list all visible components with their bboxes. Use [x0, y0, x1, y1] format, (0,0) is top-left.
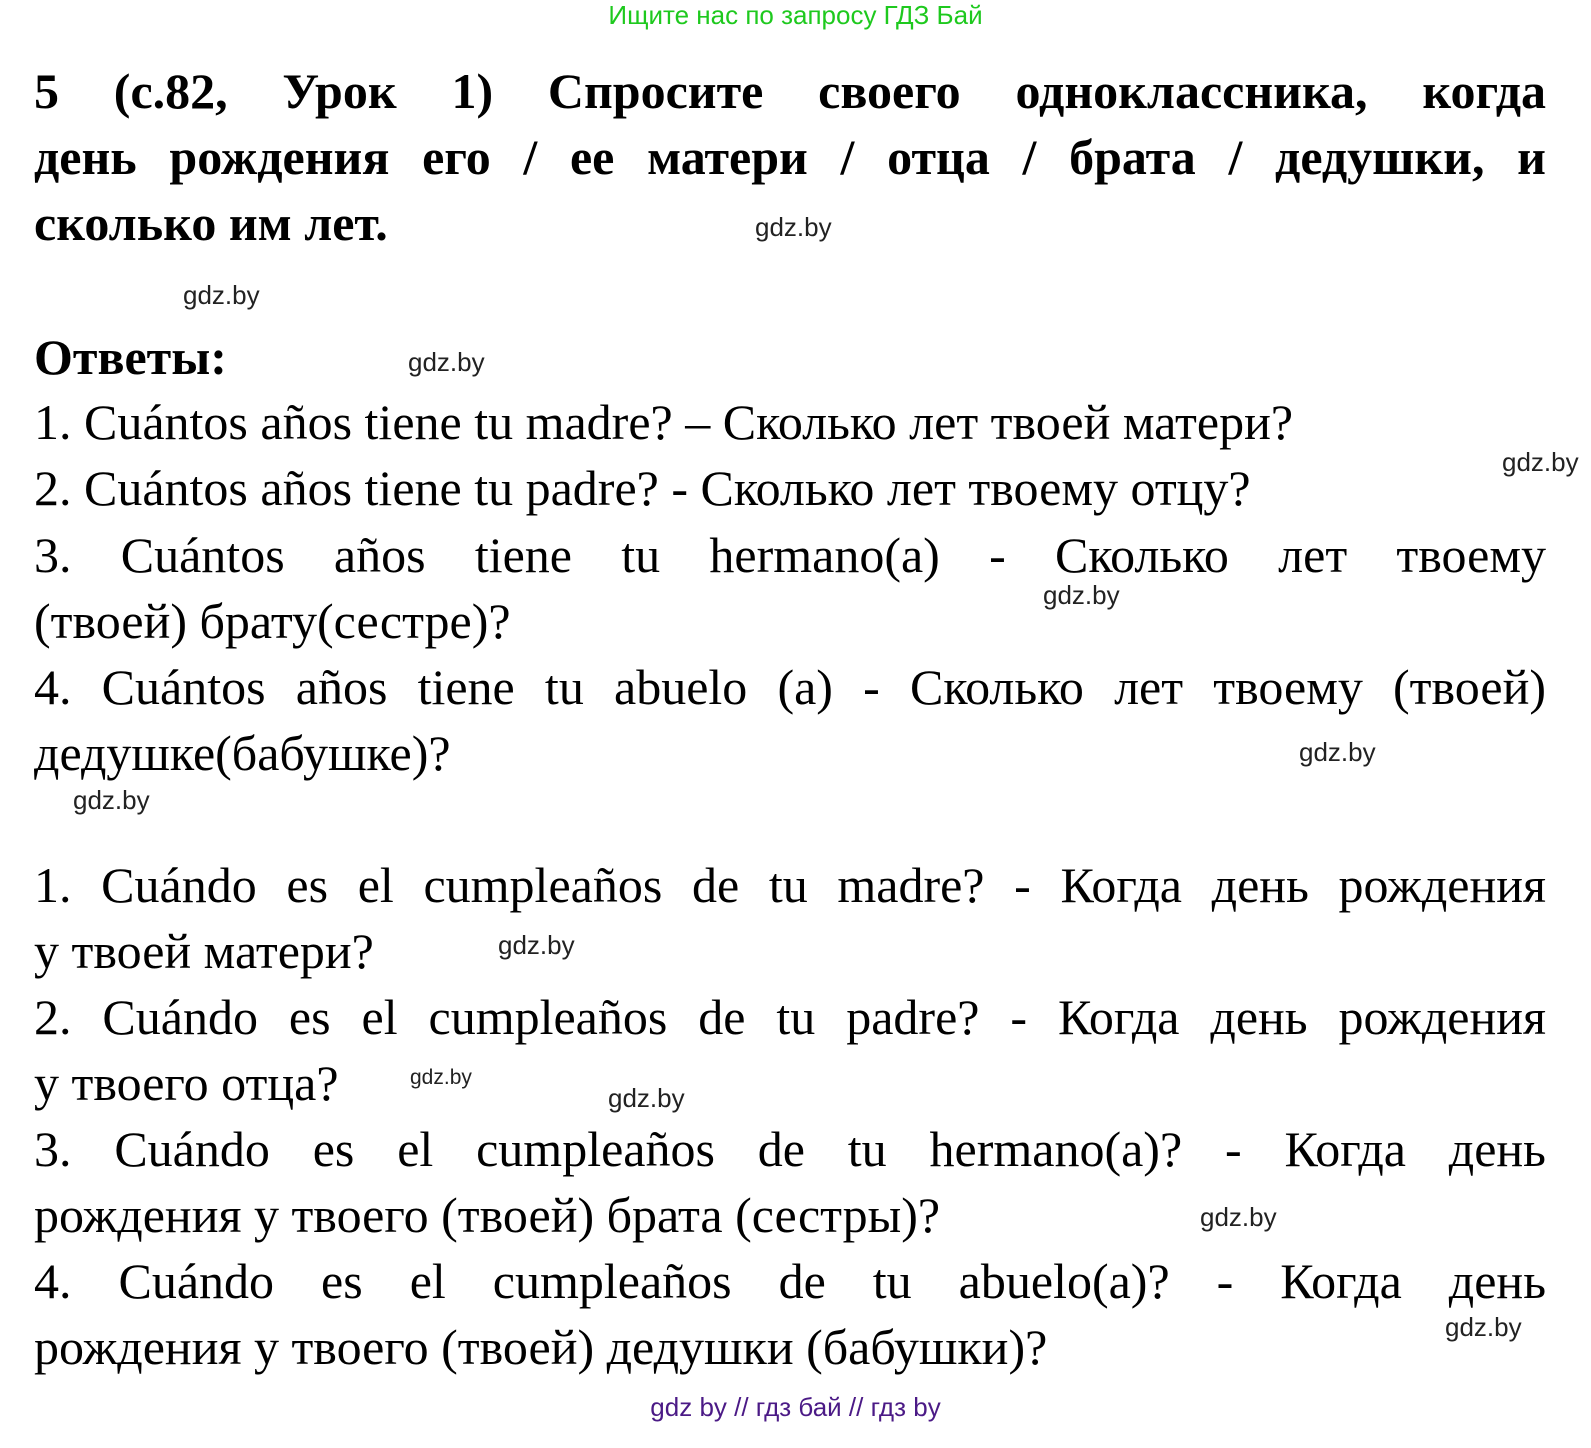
answer-line: 4. Cuántos años tiene tu abuelo (a) - Сколько лет твоему (твоей) [34, 659, 1546, 715]
answers-heading: Ответы: [34, 329, 227, 385]
answer-line: у твоего отца? [34, 1055, 339, 1111]
answer-line: 3. Cuándo es el cumpleaños de tu hermano(a)? - Когда день [34, 1121, 1546, 1177]
answer-line: 2. Cuántos años tiene tu padre? - Сколько лет твоему отцу? [34, 460, 1251, 516]
watermark: gdz.by [1043, 580, 1120, 610]
answer-line: 1. Cuándo es el cumpleaños de tu madre? - Когда день рождения [34, 857, 1546, 913]
answer-line: рождения у твоего (твоей) дедушки (бабушки)? [34, 1319, 1048, 1375]
watermark: gdz.by [1299, 737, 1376, 767]
answer-line: 1. Cuántos años tiene tu madre? – Сколько лет твоей матери? [34, 394, 1294, 450]
watermark: gdz.by [498, 930, 575, 960]
footer-watermark: gdz by // гдз бай // гдз by [650, 1392, 941, 1422]
watermark: gdz.by [755, 212, 832, 242]
task-title-line: 5 (с.82, Урок 1) Спросите своего одноклассника, когда [34, 63, 1546, 119]
answer-line: 4. Cuándo es el cumpleaños de tu abuelo(a)? - Когда день [34, 1253, 1546, 1309]
answer-line: 3. Cuántos años tiene tu hermano(a) - Сколько лет твоему [34, 527, 1546, 583]
watermark: gdz.by [608, 1083, 685, 1113]
answer-line: у твоей матери? [34, 923, 374, 979]
watermark: gdz.by [1502, 447, 1579, 477]
watermark: gdz.by [183, 280, 260, 310]
answer-line: (твоей) брату(сестре)? [34, 593, 511, 649]
watermark: gdz.by [73, 785, 150, 815]
answer-line: дедушке(бабушке)? [34, 725, 451, 781]
watermark: gdz.by [1445, 1312, 1522, 1342]
task-title-line: день рождения его / ее матери / отца / брата / дедушки, и [34, 129, 1546, 185]
search-hint-banner: Ищите нас по запросу ГДЗ Бай [608, 0, 983, 30]
watermark: gdz.by [410, 1066, 472, 1089]
answer-line: 2. Cuándo es el cumpleaños de tu padre? - Когда день рождения [34, 989, 1546, 1045]
watermark: gdz.by [408, 347, 485, 377]
answer-line: рождения у твоего (твоей) брата (сестры)? [34, 1187, 941, 1243]
task-title-line: сколько им лет. [34, 195, 388, 251]
watermark: gdz.by [1200, 1202, 1277, 1232]
